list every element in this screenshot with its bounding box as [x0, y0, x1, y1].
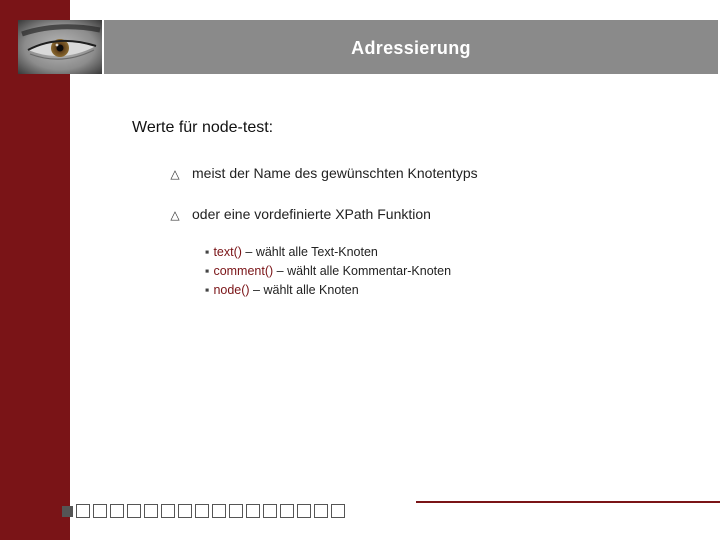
- empty-square-icon: [297, 504, 311, 518]
- empty-square-icon: [93, 504, 107, 518]
- empty-square-icon: [246, 504, 260, 518]
- empty-square-icon: [314, 504, 328, 518]
- slide-heading: Werte für node-test:: [132, 119, 274, 136]
- filled-square-icon: [62, 506, 73, 517]
- empty-square-icon: [127, 504, 141, 518]
- square-bullet-icon: ▪: [205, 283, 210, 297]
- empty-square-icon: [212, 504, 226, 518]
- function-description: – wählt alle Kommentar-Knoten: [273, 264, 452, 278]
- left-accent-band: [0, 0, 70, 540]
- sub-item: [205, 245, 378, 259]
- empty-square-icon: [161, 504, 175, 518]
- empty-square-icon: [195, 504, 209, 518]
- empty-square-icon: [76, 504, 90, 518]
- footer-square-row: [62, 504, 345, 518]
- sub-item: [205, 264, 451, 278]
- function-name: text(): [213, 245, 242, 259]
- empty-square-icon: [263, 504, 277, 518]
- function-name: node(): [213, 283, 250, 297]
- eye-photo-icon: [18, 20, 102, 74]
- empty-square-icon: [178, 504, 192, 518]
- empty-square-icon: [144, 504, 158, 518]
- empty-square-icon: [280, 504, 294, 518]
- square-bullet-icon: ▪: [205, 245, 210, 259]
- eye-logo-image: [18, 20, 102, 74]
- empty-square-icon: [331, 504, 345, 518]
- slide-title: Adressierung: [351, 38, 471, 58]
- sub-item: [205, 283, 359, 297]
- bullet-text: oder eine vordefinierte XPath Funktion: [192, 206, 431, 222]
- function-name: comment(): [213, 264, 274, 278]
- bullet-item: [168, 206, 431, 222]
- function-description: – wählt alle Knoten: [249, 283, 359, 297]
- empty-square-icon: [229, 504, 243, 518]
- bullet-text: meist der Name des gewünschten Knotentyps: [192, 165, 478, 181]
- empty-square-icon: [110, 504, 124, 518]
- square-bullet-icon: ▪: [205, 264, 210, 278]
- footer-divider: [416, 501, 720, 503]
- bullet-item: [168, 165, 478, 181]
- triangle-bullet-icon: △: [170, 167, 180, 181]
- triangle-bullet-icon: △: [170, 208, 180, 222]
- function-description: – wählt alle Text-Knoten: [241, 245, 378, 259]
